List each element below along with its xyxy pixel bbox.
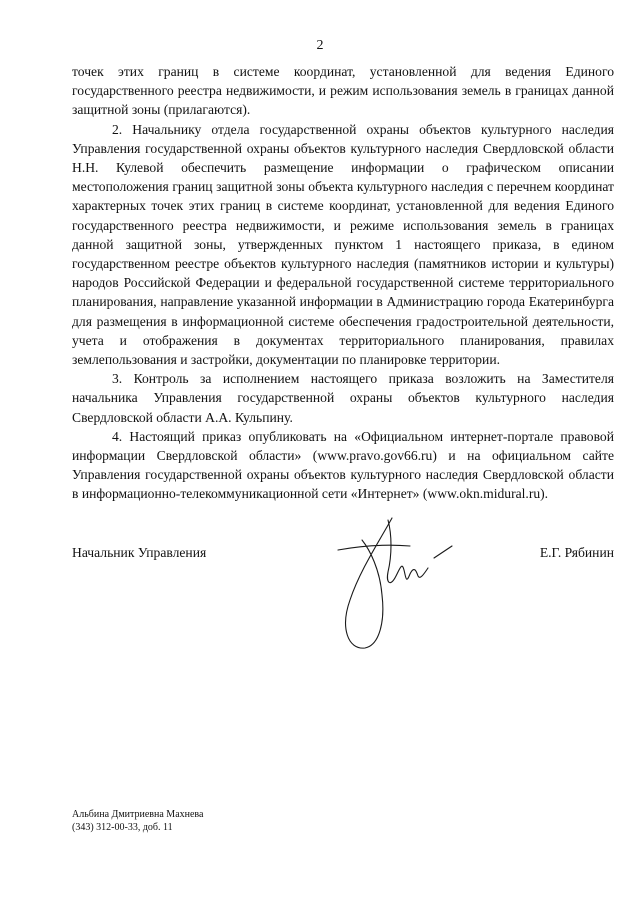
executor-name: Альбина Дмитриевна Махнева <box>72 809 204 820</box>
handwritten-signature <box>330 510 470 655</box>
paragraph-2: 2. Начальнику отдела государственной охраны объектов культурного наследия Управления государственной охраны объектов культурного наследия Свердловской области Н.Н. Кулевой обеспечить размещение информации о графическом описании местоположения границ защитной зоны объекта культурного наследия с перечнем координат характерных точек этих границ в системе координат, установленной для ведения Единого государственного реестра недвижимости, и режиме использования земель в границах данной защитной зоны, утвержденных пунктом 1 настоящего приказа, в едином государственном реестре объектов культурного наследия (памятников истории и культуры) народов Российской Федерации и федеральной государственной системе территориального планирования, направление указанной информации в Администрацию города Екатеринбурга для размещения в информационной системе обеспечения градостроительной деятельности, учета и отображения в документах территориального планирования, правилах землепользования и застройки, документации по планировке территории. <box>72 121 614 368</box>
executor-info <box>72 808 203 834</box>
executor-phone: (343) 312-00-33, доб. 11 <box>72 822 173 833</box>
document-body <box>72 62 614 504</box>
paragraph-3: 3. Контроль за исполнением настоящего приказа возложить на Заместителя начальника Управления государственной охраны объектов культурного наследия Свердловской области А.А. Кульпину. <box>72 371 614 425</box>
signatory-name: Е.Г. Рябинин <box>539 545 614 560</box>
signatory-position: Начальник Управления <box>72 545 207 560</box>
paragraph-1-continuation: точек этих границ в системе координат, установленной для ведения Единого государственного реестра недвижимости, и режим использования земель в границах данной защитной зоны (прилагаются). <box>72 64 614 118</box>
page-number: 2 <box>316 38 324 53</box>
paragraph-4: 4. Настоящий приказ опубликовать на «Официальном интернет-портале правовой информации Свердловской области» (www.pravo.gov66.ru) и на официальном сайте Управления государственной охраны объектов культурного наследия Свердловской области в информационно-телекоммуникационной сети «Интернет» (www.okn.midural.ru). <box>72 428 614 502</box>
